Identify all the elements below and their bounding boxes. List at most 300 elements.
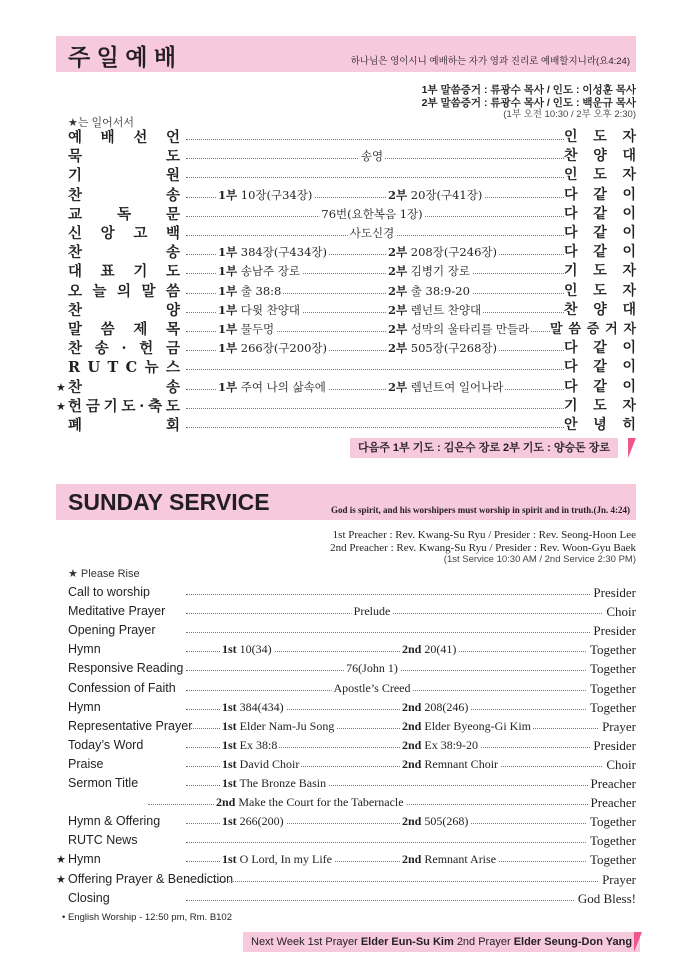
row-label <box>68 282 180 301</box>
first-service-label: 1부 <box>218 341 238 356</box>
row-label: Praise <box>68 756 104 771</box>
row-label <box>68 358 180 377</box>
row-label: RUTC News <box>68 833 138 848</box>
row-role-char: 같 <box>593 378 607 395</box>
row-role-char: 이 <box>622 340 636 357</box>
row-second-service <box>400 850 498 869</box>
row-label <box>68 416 180 435</box>
row-leader-role <box>564 378 636 397</box>
row-label-char: 의 <box>116 282 131 300</box>
row-role-char: 이 <box>622 244 636 261</box>
row-label-char: 송 <box>94 340 109 358</box>
row-role-char: 다 <box>564 359 578 376</box>
korean-next-week-arrow <box>628 438 636 458</box>
row-leader-role <box>564 282 636 301</box>
second-service-label: 2nd <box>402 814 422 829</box>
row-leader-role <box>564 147 636 166</box>
service-row <box>56 128 636 147</box>
row-label-char: 송 <box>165 244 180 262</box>
service-row <box>56 640 636 659</box>
row-role-char: 도 <box>593 129 607 145</box>
row-role-char: 같 <box>593 205 607 222</box>
row-role-char: 도 <box>593 263 607 280</box>
row-first-service <box>220 698 286 717</box>
row-role-char: 이 <box>622 205 636 222</box>
second-service-value: Remnant Arise <box>424 852 497 867</box>
row-second-service <box>386 282 472 301</box>
row-leader-role: Together <box>587 831 636 850</box>
row-role-char: 자 <box>622 129 636 145</box>
row-role-char: 말 <box>550 322 563 337</box>
service-row <box>56 659 636 678</box>
row-label <box>68 339 180 358</box>
second-service-value: Make the Court for the Tabernacle <box>238 795 404 810</box>
row-role-char: 도 <box>593 397 607 414</box>
row-center-text: 76번(요한복음 1장) <box>319 205 424 224</box>
row-second-service <box>400 640 458 659</box>
first-service-value: 송남주 장로 <box>240 264 300 279</box>
first-service-value: 266장(구200장) <box>240 341 327 356</box>
row-label <box>68 378 180 397</box>
row-leader-role: Together <box>587 698 636 717</box>
row-label-char: 송 <box>165 186 180 204</box>
row-label-char: 씀 <box>165 282 180 300</box>
row-first-service <box>220 736 279 755</box>
row-role-char: 다 <box>564 378 578 395</box>
service-row <box>56 320 636 339</box>
row-label <box>68 262 180 281</box>
row-first-service <box>220 850 334 869</box>
second-service-value: 505(268) <box>424 814 469 829</box>
english-verse: God is spirit, and his worshipers must worship in spirit and in truth.(Jn. 4:24) <box>330 505 630 515</box>
second-service-value: 성막의 울타리를 만들라 <box>410 322 530 336</box>
service-row <box>56 774 636 793</box>
first-service-label: 1st <box>222 852 237 867</box>
service-row <box>56 262 636 281</box>
second-service-label: 2nd <box>402 718 422 733</box>
row-leader-role: Preacher <box>588 774 636 793</box>
row-role-char: 자 <box>622 282 636 299</box>
first-service-label: 1st <box>222 756 237 771</box>
dotted-leader <box>186 613 628 614</box>
row-first-service <box>220 640 274 659</box>
second-service-label: 2nd <box>402 642 422 657</box>
row-label-char: 송 <box>165 378 180 396</box>
first-service-label: 1st <box>222 814 237 829</box>
service-row <box>56 889 636 908</box>
row-role-char: 인 <box>564 129 578 145</box>
row-second-service <box>386 186 484 205</box>
service-row <box>56 679 636 698</box>
row-second-service <box>386 243 499 262</box>
row-label <box>68 166 180 185</box>
korean-next-week-prayer <box>350 438 618 458</box>
english-next-week-prayer-2: Elder Seung-Don Yang <box>513 936 633 948</box>
second-service-label: 2부 <box>388 341 408 356</box>
dotted-leader <box>186 177 628 178</box>
first-service-label: 1부 <box>218 322 238 336</box>
row-role-char: 자 <box>623 322 636 337</box>
row-label-char: 교 <box>68 205 83 223</box>
row-role-char: 증 <box>586 322 600 337</box>
service-row <box>56 717 636 736</box>
row-second-service <box>386 339 499 358</box>
second-service-value: 출 38:9-20 <box>410 283 470 298</box>
row-role-char: 이 <box>622 378 636 395</box>
service-row <box>56 831 636 850</box>
row-label-char: · <box>139 397 145 415</box>
row-leader-role <box>550 320 636 339</box>
row-leader-role <box>564 166 636 185</box>
first-service-value: O Lord, In my Life <box>239 852 332 867</box>
service-row <box>56 339 636 358</box>
service-row <box>56 755 636 774</box>
row-role-char: 기 <box>564 397 578 414</box>
first-service-value: 물두멍 <box>240 322 275 336</box>
first-service-value: Elder Nam-Ju Song <box>239 718 335 733</box>
row-label-char: 말 <box>68 321 83 338</box>
first-service-label: 1st <box>222 699 237 714</box>
row-role-char: 양 <box>593 301 607 318</box>
korean-title: 주 일 예 배 <box>68 44 177 70</box>
second-service-value: 505장(구268장) <box>410 341 497 356</box>
row-label <box>68 205 180 224</box>
first-service-value: 출 38:8 <box>240 283 282 298</box>
row-role-char: 도 <box>593 282 607 299</box>
first-service-value: 주여 나의 삶속에 <box>240 379 326 394</box>
english-next-week-mid: 2nd Prayer <box>456 936 511 948</box>
row-second-service <box>400 698 470 717</box>
service-row <box>56 621 636 640</box>
row-label-char: 말 <box>141 282 156 300</box>
row-label-char: 예 <box>68 129 83 146</box>
row-leader-role <box>564 339 636 358</box>
row-role-char: 찬 <box>564 148 578 165</box>
english-rise-note: ★ Please Rise <box>68 568 140 580</box>
row-label-char: 기 <box>68 167 83 185</box>
row-label-char: · <box>121 340 127 358</box>
dotted-leader <box>186 139 628 140</box>
dotted-leader <box>186 427 628 428</box>
row-first-service <box>216 282 283 301</box>
row-label-char: 축 <box>148 397 163 415</box>
row-leader-role <box>564 224 636 243</box>
row-label <box>68 320 180 339</box>
service-row <box>56 698 636 717</box>
row-label-char: 기 <box>103 397 118 415</box>
row-leader-role: God Bless! <box>575 889 636 908</box>
row-label-char: 원 <box>165 167 180 185</box>
row-role-char: 기 <box>564 263 578 280</box>
row-label-char: 뉴 <box>144 359 159 377</box>
english-next-week-prayer <box>243 932 640 952</box>
service-row <box>56 416 636 435</box>
row-label-char: 묵 <box>68 148 83 166</box>
second-service-label: 2부 <box>388 322 408 336</box>
second-service-label: 2nd <box>216 795 236 810</box>
row-label-char: 독 <box>116 205 131 223</box>
rise-star-icon: ★ <box>56 853 66 867</box>
row-label: Sermon Title <box>68 776 139 790</box>
row-label-char: 신 <box>68 225 83 242</box>
row-role-char: 같 <box>593 340 607 357</box>
row-role-char: 찬 <box>564 301 578 318</box>
service-row <box>56 602 636 621</box>
rise-star-icon: ★ <box>56 872 66 886</box>
english-preacher-info <box>330 529 636 567</box>
dotted-leader <box>186 670 628 671</box>
row-role-char: 자 <box>622 397 636 414</box>
row-role-char: 같 <box>593 359 607 376</box>
row-role-char: 같 <box>593 244 607 261</box>
row-role-char: 자 <box>622 263 636 280</box>
row-label: Hymn <box>68 852 101 867</box>
row-role-char: 자 <box>622 167 636 184</box>
row-leader-role: Together <box>587 812 636 831</box>
second-service-label: 2nd <box>402 699 422 714</box>
row-leader-role <box>564 397 636 416</box>
service-row <box>56 793 636 812</box>
row-leader-role: Presider <box>590 736 636 755</box>
row-role-char: 다 <box>564 186 578 203</box>
first-service-label: 1부 <box>218 245 238 260</box>
service-row <box>56 850 636 869</box>
first-service-label: 1부 <box>218 264 238 279</box>
first-service-label: 1st <box>222 718 237 733</box>
row-label <box>68 186 180 205</box>
service-row <box>56 166 636 185</box>
row-role-char: 대 <box>622 301 636 318</box>
row-leader-role <box>564 128 636 147</box>
row-first-service <box>220 717 336 736</box>
service-row <box>56 736 636 755</box>
row-leader-role <box>564 262 636 281</box>
row-leader-role: Choir <box>603 602 636 621</box>
row-label-char: 대 <box>68 263 83 281</box>
row-role-char: 이 <box>622 225 636 241</box>
second-service-value: 렘넌트 찬양대 <box>410 302 482 317</box>
row-label-char: 문 <box>165 205 180 223</box>
row-label-char: 언 <box>165 129 180 146</box>
row-label-char: 찬 <box>68 244 83 262</box>
row-label-char: 제 <box>133 321 148 338</box>
row-label: Opening Prayer <box>68 623 156 638</box>
row-leader-role: Together <box>587 659 636 678</box>
first-service-value: 266(200) <box>239 814 284 829</box>
row-role-char: 거 <box>605 322 618 337</box>
row-label-char: 도 <box>121 397 136 415</box>
row-label-char: 앙 <box>100 225 115 242</box>
service-row <box>56 583 636 602</box>
row-label: Meditative Prayer <box>68 604 166 619</box>
row-role-char: 다 <box>564 225 578 241</box>
row-label: Representative Prayer <box>68 718 193 733</box>
row-first-service <box>216 301 302 320</box>
row-label-char: 도 <box>165 263 180 281</box>
row-leader-role <box>564 243 636 262</box>
row-leader-role <box>564 205 636 224</box>
row-first-service <box>216 186 314 205</box>
row-label <box>68 147 180 166</box>
row-center-text: Apostle’s Creed <box>332 679 413 698</box>
first-service-value: David Choir <box>239 756 300 771</box>
korean-rise-note: ★는 일어서서 <box>68 117 135 129</box>
row-label-char: 고 <box>133 225 148 242</box>
english-title: SUNDAY SERVICE <box>68 489 270 515</box>
row-leader-role <box>564 358 636 377</box>
row-second-service <box>400 812 470 831</box>
row-role-char: 인 <box>564 167 578 184</box>
dotted-leader <box>186 158 628 159</box>
row-leader-role: Choir <box>603 755 636 774</box>
row-label: Call to worship <box>68 585 150 599</box>
english-next-week-label: Next Week 1st Prayer <box>251 936 358 948</box>
english-next-week-prayer-1: Elder Eun-Su Kim <box>360 936 454 948</box>
first-service-label: 1부 <box>218 187 238 202</box>
second-service-value: Ex 38:9-20 <box>424 737 479 752</box>
row-label: Hymn <box>68 699 101 714</box>
english-next-week-arrow <box>634 932 642 952</box>
row-role-char: 이 <box>622 359 636 376</box>
row-leader-role: Prayer <box>599 870 636 889</box>
row-label <box>68 243 180 262</box>
row-first-service <box>216 243 329 262</box>
second-service-label: 2nd <box>402 852 422 867</box>
row-label-char: 기 <box>133 263 148 281</box>
second-service-label: 2부 <box>388 379 408 394</box>
service-row <box>56 186 636 205</box>
second-service-value: Remnant Choir <box>424 756 499 771</box>
row-role-char: 인 <box>564 282 578 299</box>
second-service-value: 208(246) <box>424 699 469 714</box>
row-role-char: 같 <box>593 186 607 203</box>
first-service-label: 1st <box>222 642 237 657</box>
first-service-value: 10장(구34장) <box>240 187 313 202</box>
row-label-char: 오 <box>68 282 83 300</box>
row-first-service <box>220 774 328 793</box>
service-row <box>56 224 636 243</box>
second-service-value: 김병기 장로 <box>410 264 470 279</box>
row-label-char: 금 <box>165 340 180 358</box>
first-service-value: 다윗 찬양대 <box>240 302 300 317</box>
service-row <box>56 205 636 224</box>
row-leader-role: Together <box>587 679 636 698</box>
row-leader-role <box>564 416 636 435</box>
second-service-label: 2부 <box>388 264 408 279</box>
row-first-service <box>220 755 301 774</box>
row-role-char: 안 <box>564 417 578 433</box>
service-row <box>56 282 636 301</box>
first-service-value: 384(434) <box>239 699 284 714</box>
english-preacher-2: 2nd Preacher : Rev. Kwang-Su Ryu / Presider : Rev. Woon-Gyu Baek <box>330 541 636 554</box>
row-label <box>68 224 180 243</box>
row-label-char: 배 <box>100 129 115 146</box>
row-label-char: 표 <box>100 263 115 281</box>
first-service-value: 10(34) <box>239 642 272 657</box>
row-label-char: 늘 <box>92 282 107 300</box>
first-service-label: 1부 <box>218 283 238 298</box>
row-second-service <box>214 793 406 812</box>
row-second-service <box>400 755 500 774</box>
row-label-char: 헌 <box>68 397 83 415</box>
korean-verse: 하나님은 영이시니 예배하는 자가 영과 진리로 예배할지니라(요4:24) <box>350 56 630 67</box>
dotted-leader <box>186 235 628 236</box>
row-label <box>68 397 180 416</box>
korean-title-banner <box>56 36 636 72</box>
row-center-text: 송영 <box>359 147 385 166</box>
second-service-label: 2nd <box>402 756 422 771</box>
service-row <box>56 147 636 166</box>
row-leader-role: Together <box>587 640 636 659</box>
row-role-char: 양 <box>593 148 607 165</box>
row-leader-role: Preacher <box>588 793 636 812</box>
row-label-char: 찬 <box>68 378 83 396</box>
dotted-leader <box>186 881 628 882</box>
row-first-service <box>216 378 328 397</box>
english-worship-note: • English Worship - 12:50 pm, Rm. B102 <box>62 912 233 923</box>
row-role-char: 씀 <box>568 322 581 337</box>
row-label: Confession of Faith <box>68 680 176 695</box>
row-label: Hymn & Offering <box>68 814 161 829</box>
row-label-char: 폐 <box>68 417 83 434</box>
row-leader-role <box>564 186 636 205</box>
row-label <box>68 128 180 147</box>
row-label-char: 씀 <box>100 321 115 338</box>
second-service-value: 208장(구246장) <box>410 245 497 260</box>
service-row <box>56 243 636 262</box>
row-role-char: 다 <box>564 244 578 261</box>
row-label: Hymn <box>68 642 101 657</box>
dotted-leader <box>186 594 628 595</box>
rise-star-icon: ★ <box>56 399 66 413</box>
row-label-char: 금 <box>85 397 100 415</box>
first-service-value: Ex 38:8 <box>239 737 278 752</box>
row-label-char: 찬 <box>68 186 83 204</box>
row-first-service <box>216 262 302 281</box>
first-service-label: 1st <box>222 737 237 752</box>
row-first-service <box>216 320 276 339</box>
second-service-label: 2부 <box>388 283 408 298</box>
row-role-char: 히 <box>622 417 636 433</box>
row-label-char: 선 <box>133 129 148 146</box>
dotted-leader <box>186 632 628 633</box>
first-service-label: 1st <box>222 776 237 790</box>
row-second-service <box>386 301 483 320</box>
english-title-banner <box>56 484 636 520</box>
row-label <box>68 301 180 320</box>
row-label-char: 도 <box>165 148 180 166</box>
korean-preacher-info <box>422 84 636 122</box>
row-second-service <box>400 717 533 736</box>
row-label-char: C <box>125 359 138 377</box>
dotted-leader <box>186 408 628 409</box>
row-first-service <box>216 339 329 358</box>
row-role-char: 이 <box>622 186 636 203</box>
row-leader-role: Prayer <box>599 717 636 736</box>
row-center-text: Prelude <box>352 602 393 621</box>
rise-star-icon: ★ <box>56 380 66 394</box>
row-label-char: 도 <box>165 397 180 415</box>
row-leader-role: Together <box>587 850 636 869</box>
row-label-char: 스 <box>165 359 180 377</box>
second-service-value: 렘넌트여 일어나라 <box>410 379 504 394</box>
second-service-label: 2부 <box>388 187 408 202</box>
row-leader-role <box>564 301 636 320</box>
row-label: Today’s Word <box>68 737 144 752</box>
service-row <box>56 870 636 889</box>
second-service-value: Elder Byeong-Gi Kim <box>424 718 532 733</box>
row-label-char: U <box>87 359 101 377</box>
